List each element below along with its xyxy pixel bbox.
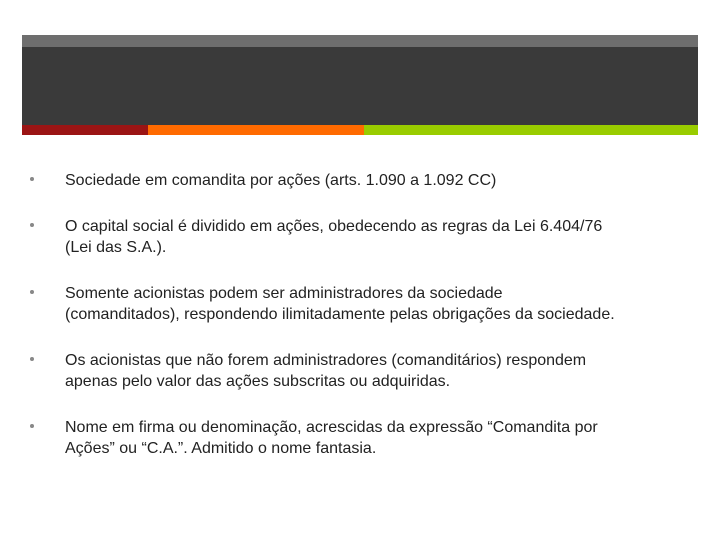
bullet-dot-icon — [30, 290, 34, 294]
bullet-item — [22, 350, 712, 393]
bullet-item — [22, 170, 712, 192]
accent-bar — [22, 125, 698, 135]
bullet-dot-icon — [30, 357, 34, 361]
bullet-item — [22, 283, 712, 326]
bullet-text: Nome em firma ou denominação, acrescidas da expressão “Comandita por Ações” ou “C.A.”. Admitido o nome fantasia. — [65, 418, 598, 457]
header-band — [22, 47, 698, 125]
bullet-item — [22, 417, 712, 460]
bullet-dot-icon — [30, 223, 34, 227]
bullet-list — [22, 170, 712, 460]
bullet-dot-icon — [30, 424, 34, 428]
bullet-text: O capital social é dividido em ações, obedecendo as regras da Lei 6.404/76 (Lei das S.A.). — [65, 217, 603, 256]
bullet-text: Os acionistas que não forem administradores (comanditários) respondem apenas pelo valor das ações subscritas ou adquiridas. — [65, 351, 587, 390]
bullet-text: Sociedade em comandita por ações (arts. 1.090 a 1.092 CC) — [65, 172, 497, 189]
bullet-item — [22, 216, 712, 259]
accent-segment-red — [22, 125, 148, 135]
bullet-dot-icon — [30, 177, 34, 181]
accent-segment-orange — [148, 125, 364, 135]
bullet-text: Somente acionistas podem ser administradores da sociedade (comanditados), respondendo ilimitadamente pelas obrigações da sociedade. — [65, 284, 615, 323]
accent-segment-green — [364, 125, 698, 135]
header-topline — [22, 35, 698, 47]
